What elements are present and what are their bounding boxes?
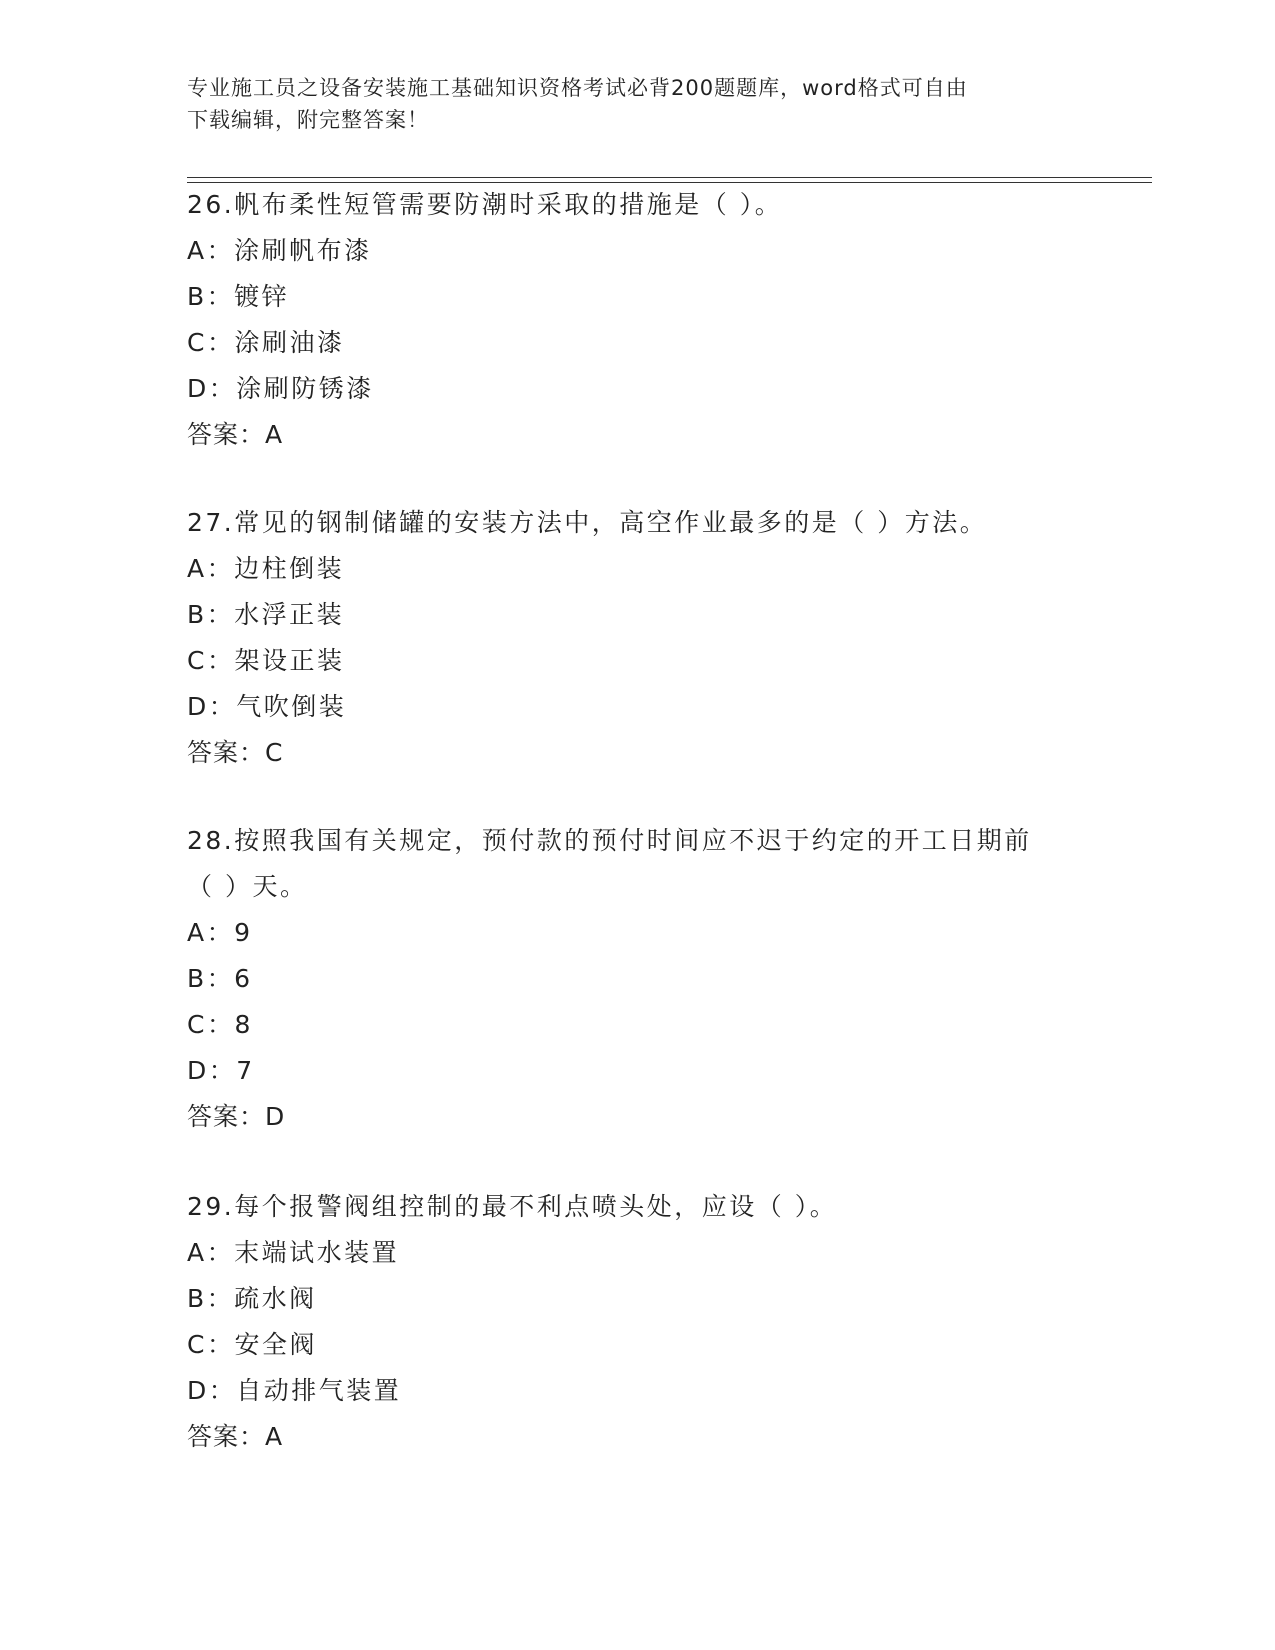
question-28 xyxy=(187,818,1087,1140)
header-divider-top xyxy=(187,177,1152,178)
answer: 答案：A xyxy=(187,1422,284,1451)
option-b: B：6 xyxy=(187,964,253,993)
option-d: D：自动排气装置 xyxy=(187,1376,402,1405)
question-26 xyxy=(187,182,1087,458)
question-27 xyxy=(187,500,1087,776)
option-d: D：7 xyxy=(187,1056,255,1085)
question-stem-line-1: 28.按照我国有关规定，预付款的预付时间应不迟于约定的开工日期前 xyxy=(187,826,1032,855)
answer: 答案：D xyxy=(187,1102,286,1131)
header-line-1: 专业施工员之设备安装施工基础知识资格考试必背200题题库，word格式可自由 xyxy=(187,76,968,100)
answer: 答案：A xyxy=(187,420,284,449)
document-header xyxy=(187,72,1067,136)
question-stem: 26.帆布柔性短管需要防潮时采取的措施是（ ）。 xyxy=(187,190,783,219)
option-c: C：8 xyxy=(187,1010,253,1039)
option-a: A：涂刷帆布漆 xyxy=(187,236,372,265)
option-c: C：架设正装 xyxy=(187,646,345,675)
question-stem-line-2: （ ）天。 xyxy=(187,872,308,901)
question-stem: 27.常见的钢制储罐的安装方法中，高空作业最多的是（ ）方法。 xyxy=(187,508,988,537)
header-line-2: 下载编辑，附完整答案！ xyxy=(187,108,429,132)
answer: 答案：C xyxy=(187,738,284,767)
option-b: B：水浮正装 xyxy=(187,600,345,629)
option-b: B：镀锌 xyxy=(187,282,290,311)
option-a: A：末端试水装置 xyxy=(187,1238,400,1267)
option-a: A：9 xyxy=(187,918,253,947)
option-d: D：涂刷防锈漆 xyxy=(187,374,374,403)
option-a: A：边柱倒装 xyxy=(187,554,345,583)
option-d: D：气吹倒装 xyxy=(187,692,347,721)
option-b: B：疏水阀 xyxy=(187,1284,317,1313)
option-c: C：涂刷油漆 xyxy=(187,328,345,357)
option-c: C：安全阀 xyxy=(187,1330,317,1359)
question-29 xyxy=(187,1184,1087,1460)
question-stem: 29.每个报警阀组控制的最不利点喷头处，应设（ ）。 xyxy=(187,1192,838,1221)
